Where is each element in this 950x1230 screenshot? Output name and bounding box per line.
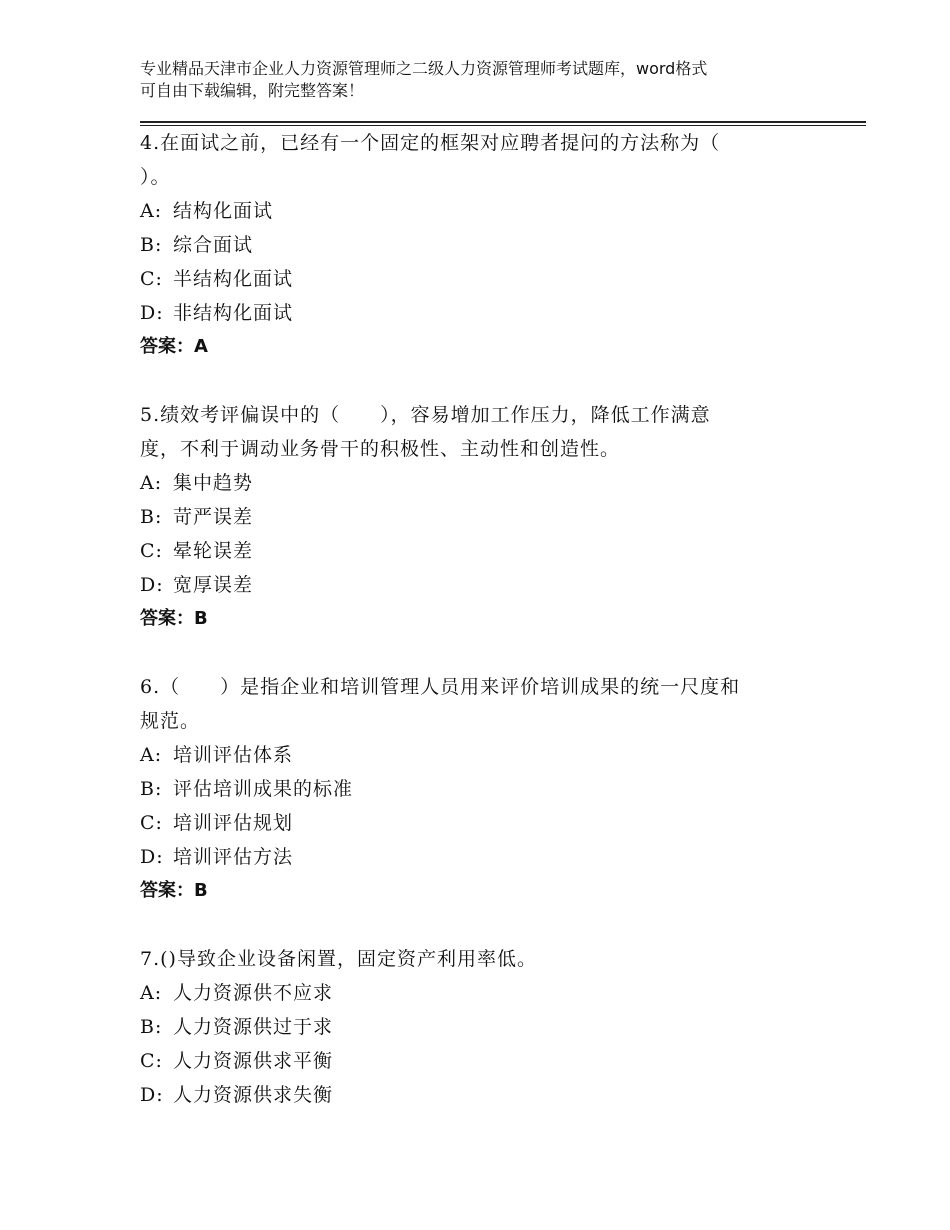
header-rule-thick bbox=[140, 121, 866, 123]
option-letter: C: bbox=[140, 268, 163, 290]
option-letter: A: bbox=[140, 200, 163, 222]
option-text: 培训评估方法 bbox=[173, 846, 294, 868]
option-letter: B: bbox=[140, 506, 163, 528]
option-text: 苛严误差 bbox=[173, 506, 254, 528]
answer-option bbox=[140, 1044, 840, 1078]
option-text: 人力资源供过于求 bbox=[173, 1016, 334, 1038]
option-letter: C: bbox=[140, 540, 163, 562]
option-text: 集中趋势 bbox=[173, 472, 254, 494]
answer-option bbox=[140, 534, 840, 568]
option-letter: C: bbox=[140, 812, 163, 834]
option-text: 培训评估体系 bbox=[173, 744, 294, 766]
option-letter: C: bbox=[140, 1050, 163, 1072]
question-block bbox=[140, 126, 840, 398]
option-text: 晕轮误差 bbox=[173, 540, 254, 562]
answer-option bbox=[140, 772, 840, 806]
option-letter: B: bbox=[140, 234, 163, 256]
question-stem bbox=[140, 942, 840, 976]
answer-option bbox=[140, 296, 840, 330]
option-text: 培训评估规划 bbox=[173, 812, 294, 834]
option-letter: D: bbox=[140, 1084, 164, 1106]
answer-option bbox=[140, 1078, 840, 1112]
answer-key: 答案：B bbox=[140, 880, 208, 901]
option-letter: D: bbox=[140, 302, 164, 324]
question-spacer bbox=[140, 364, 840, 398]
question-spacer bbox=[140, 908, 840, 942]
question-stem-line: 4.在面试之前，已经有一个固定的框架对应聘者提问的方法称为（ bbox=[140, 132, 721, 154]
answer-option bbox=[140, 466, 840, 500]
option-text: 半结构化面试 bbox=[173, 268, 294, 290]
option-text: 结构化面试 bbox=[173, 200, 274, 222]
question-block bbox=[140, 398, 840, 670]
option-letter: A: bbox=[140, 982, 163, 1004]
answer-key: 答案：A bbox=[140, 336, 208, 357]
option-text: 非结构化面试 bbox=[173, 302, 294, 324]
question-stem-line: ）。 bbox=[140, 166, 171, 188]
question-block bbox=[140, 942, 840, 1112]
option-text: 综合面试 bbox=[173, 234, 254, 256]
question-stem bbox=[140, 398, 840, 466]
option-letter: D: bbox=[140, 846, 164, 868]
option-text: 人力资源供不应求 bbox=[173, 982, 334, 1004]
question-stem-line: 5.绩效考评偏误中的（ ），容易增加工作压力，降低工作满意 bbox=[140, 404, 711, 426]
question-stem-line: 度，不利于调动业务骨干的积极性、主动性和创造性。 bbox=[140, 438, 621, 460]
question-stem-line: 6.（ ）是指企业和培训管理人员用来评价培训成果的统一尺度和 bbox=[140, 676, 741, 698]
answer-option bbox=[140, 500, 840, 534]
answer-option bbox=[140, 738, 840, 772]
answer-option bbox=[140, 976, 840, 1010]
option-letter: B: bbox=[140, 778, 163, 800]
question-stem-line: 规范。 bbox=[140, 710, 201, 732]
answer-option bbox=[140, 1010, 840, 1044]
option-text: 人力资源供求平衡 bbox=[173, 1050, 334, 1072]
answer-key: 答案：B bbox=[140, 608, 208, 629]
answer-option bbox=[140, 568, 840, 602]
answer-option bbox=[140, 262, 840, 296]
answer-option bbox=[140, 228, 840, 262]
option-letter: D: bbox=[140, 574, 164, 596]
option-letter: A: bbox=[140, 472, 163, 494]
header-line-2: 可自由下载编辑，附完整答案！ bbox=[140, 81, 365, 100]
answer-option bbox=[140, 194, 840, 228]
question-list bbox=[140, 126, 840, 1112]
answer-option bbox=[140, 806, 840, 840]
header-line-1: 专业精品天津市企业人力资源管理师之二级人力资源管理师考试题库，word格式 bbox=[140, 59, 708, 78]
question-stem bbox=[140, 126, 840, 194]
option-text: 人力资源供求失衡 bbox=[173, 1084, 334, 1106]
answer-option bbox=[140, 840, 840, 874]
question-stem-line: 7.()导致企业设备闲置，固定资产利用率低。 bbox=[140, 948, 537, 970]
option-letter: A: bbox=[140, 744, 163, 766]
question-block bbox=[140, 670, 840, 942]
question-spacer bbox=[140, 636, 840, 670]
option-letter: B: bbox=[140, 1016, 163, 1038]
question-stem bbox=[140, 670, 840, 738]
option-text: 评估培训成果的标准 bbox=[173, 778, 354, 800]
document-header bbox=[140, 58, 840, 102]
option-text: 宽厚误差 bbox=[173, 574, 254, 596]
